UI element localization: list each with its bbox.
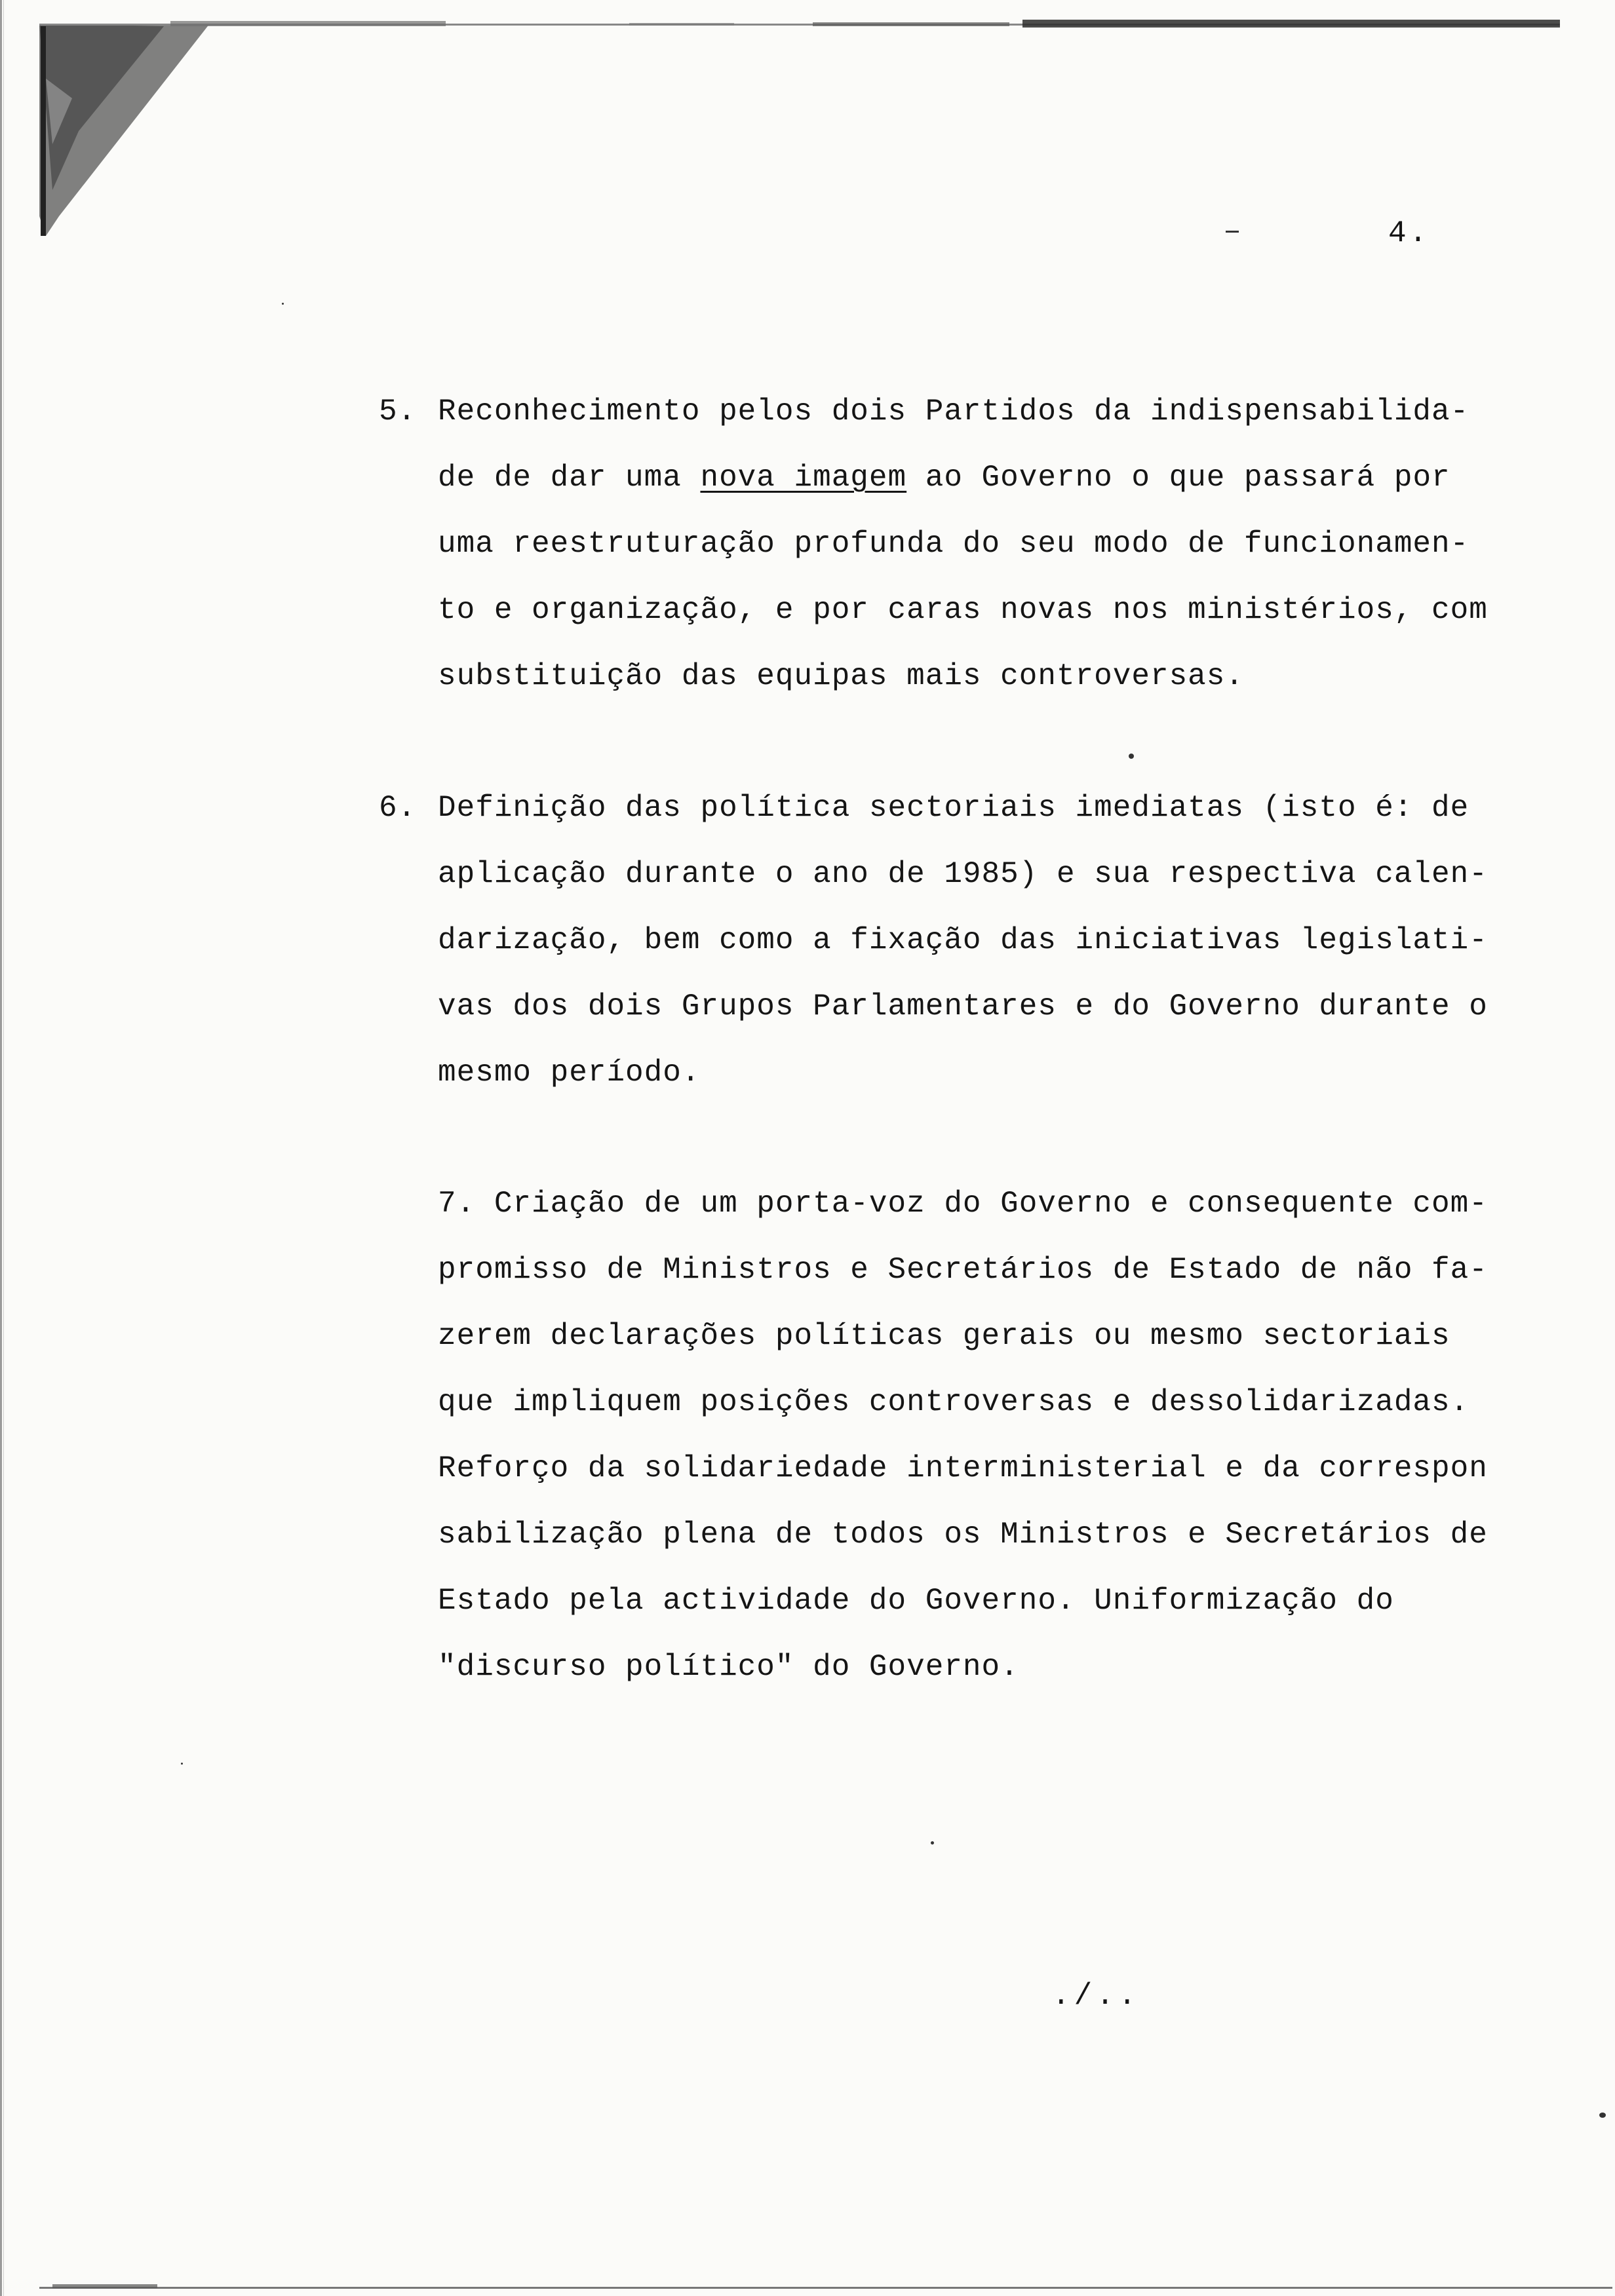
text-line: que impliquem posições controversas e dessolidarizadas. [438,1385,1469,1419]
scan-speck [181,1763,183,1765]
scan-speck [1129,754,1134,759]
scan-left-edge [0,0,7,2296]
text-line: 7. Criação de um porta-voz do Governo e consequente com- [438,1187,1488,1221]
scan-corner-shadow [0,0,223,249]
underlined-phrase: nova imagem [700,461,907,495]
text-line: mesmo período. [438,1056,701,1090]
scan-speck [931,1841,934,1845]
text-line: substituição das equipas mais controversas. [438,659,1244,693]
item-6 [379,775,1488,1106]
text-line: "discurso político" do Governo. [438,1650,1019,1684]
text-line: promisso de Ministros e Secretários de Estado de não fa- [438,1253,1488,1287]
text-line: Reforço da solidariedade interministerial e da correspon [438,1451,1488,1485]
text-line: de de dar uma nova imagem ao Governo o que passará por [438,461,1450,495]
scan-top-edge [39,17,1560,31]
scan-mark [1226,231,1239,233]
text-line: zerem declarações políticas gerais ou mesmo sectoriais [438,1319,1450,1353]
text-line: Estado pela actividade do Governo. Uniformização do [438,1584,1394,1618]
page-number: 4. [1388,216,1430,250]
item-number: 5. [379,394,417,429]
text-line: uma reestruturação profunda do seu modo de funcionamen- [438,527,1469,561]
text-line: sabilização plena de todos os Ministros e Secretários de [438,1518,1488,1552]
item-7 [438,1171,1488,1700]
text-line: vas dos dois Grupos Parlamentares e do Governo durante o [438,989,1488,1024]
item-number: 6. [379,791,417,825]
text-line: to e organização, e por caras novas nos ministérios, com [438,593,1488,627]
item-5 [379,379,1488,710]
text-line: darização, bem como a fixação das iniciativas legislati- [438,923,1488,957]
text-line: aplicação durante o ano de 1985) e sua respectiva calen- [438,857,1488,891]
scan-bottom-edge [39,2284,1612,2292]
text-line: Definição das política sectoriais imediatas (isto é: de [438,791,1469,825]
scan-speck [282,303,284,305]
text-line: Reconhecimento pelos dois Partidos da indispensabilida- [438,394,1469,429]
scan-speck [1599,2113,1606,2118]
continuation-mark: ./.. [1052,1979,1140,2013]
